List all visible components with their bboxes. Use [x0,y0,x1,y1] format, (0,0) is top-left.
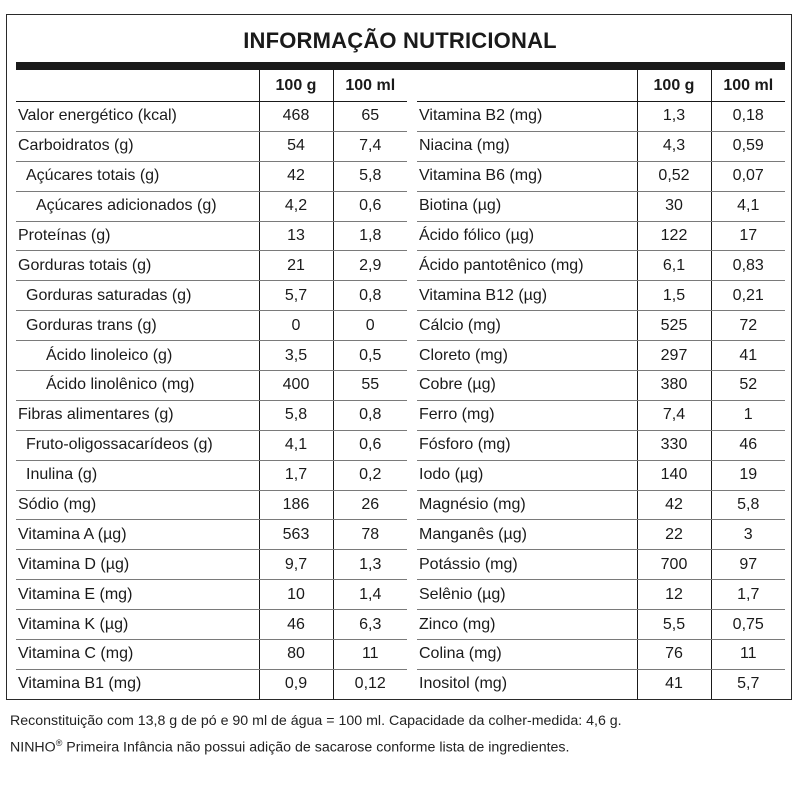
value-per-100g: 3,5 [259,341,333,371]
nutrient-label: Açúcares totais (g) [16,161,259,191]
nutrient-label: Cálcio (mg) [417,311,637,341]
column-header-row [16,70,407,102]
nutrient-label: Magnésio (mg) [417,490,637,520]
nutrient-row-left [16,400,407,430]
nutrient-label: Sódio (mg) [16,490,259,520]
nutrient-label: Fibras alimentares (g) [16,400,259,430]
value-per-100g: 563 [259,520,333,550]
value-per-100ml: 52 [711,371,785,401]
value-per-100g: 22 [637,520,711,550]
nutrient-row-left [16,371,407,401]
nutrient-row-left [16,281,407,311]
nutrient-row-left [16,191,407,221]
column-header-blank [417,70,637,102]
nutrient-label: Açúcares adicionados (g) [16,191,259,221]
value-per-100ml: 1 [711,400,785,430]
value-per-100ml: 1,3 [333,550,407,580]
nutrient-row-left [16,490,407,520]
nutrient-row-right [417,430,785,460]
value-per-100ml: 11 [333,640,407,670]
nutrient-row-left [16,251,407,281]
value-per-100ml: 0,2 [333,460,407,490]
value-per-100ml: 55 [333,371,407,401]
nutrient-label: Biotina (µg) [417,191,637,221]
value-per-100ml: 1,4 [333,580,407,610]
value-per-100ml: 4,1 [711,191,785,221]
value-per-100ml: 3 [711,520,785,550]
nutrient-label: Gorduras saturadas (g) [16,281,259,311]
value-per-100ml: 26 [333,490,407,520]
value-per-100ml: 5,8 [333,161,407,191]
footer-notes [10,710,622,759]
nutrient-label: Vitamina B6 (mg) [417,161,637,191]
value-per-100g: 380 [637,371,711,401]
column-header-100ml: 100 ml [333,70,407,102]
nutrient-row-right [417,161,785,191]
value-per-100g: 76 [637,640,711,670]
nutrient-row-right [417,281,785,311]
nutrient-label: Potássio (mg) [417,550,637,580]
value-per-100ml: 0,8 [333,400,407,430]
value-per-100g: 80 [259,640,333,670]
value-per-100g: 7,4 [637,400,711,430]
nutrient-label: Inositol (mg) [419,675,508,693]
nutrient-row-right [417,311,785,341]
nutrient-label: Vitamina C (mg) [16,640,259,670]
nutrient-label: Vitamina B2 (mg) [417,102,637,132]
nutrient-label: Cloreto (mg) [417,341,637,371]
value-per-100g: 468 [259,102,333,132]
value-per-100g: 0,9 [259,669,333,698]
nutrient-row-right [417,550,785,580]
nutrient-row-left [16,460,407,490]
value-per-100g: 700 [637,550,711,580]
value-per-100ml: 0,21 [711,281,785,311]
nutrient-row-right [417,102,785,132]
value-per-100g: 5,5 [637,610,711,640]
value-per-100g: 0,52 [637,161,711,191]
value-per-100g: 13 [259,221,333,251]
nutrient-row-left [16,520,407,550]
nutrient-label: Proteínas (g) [16,221,259,251]
value-per-100g: 140 [637,460,711,490]
nutrient-row-right [417,520,785,550]
value-per-100ml: 0,07 [711,161,785,191]
value-per-100ml: 0,12 [333,669,407,698]
value-per-100ml: 7,4 [333,131,407,161]
nutrient-row-left [16,610,407,640]
value-per-100g: 42 [637,490,711,520]
value-per-100ml: 0,83 [711,251,785,281]
value-per-100ml: 41 [711,341,785,371]
column-header-blank [16,70,259,102]
nutrient-label: Vitamina A (µg) [16,520,259,550]
nutrient-row-right [417,341,785,371]
nutrient-row-right [417,191,785,221]
nutrient-row-left [16,102,407,132]
nutrient-label: Ferro (mg) [417,400,637,430]
value-per-100g: 10 [259,580,333,610]
value-per-100g: 400 [259,371,333,401]
value-per-100g: 6,1 [637,251,711,281]
value-per-100g: 41 [637,669,711,698]
nutrient-row-left [16,640,407,670]
value-per-100g: 4,3 [637,131,711,161]
nutrient-label: Vitamina B1 (mg) [18,675,142,693]
nutrient-row-right [417,251,785,281]
nutrient-row-right [417,221,785,251]
value-per-100ml: 46 [711,430,785,460]
value-per-100g: 30 [637,191,711,221]
nutrient-row-right [417,490,785,520]
value-per-100ml: 6,3 [333,610,407,640]
nutrient-row-left [16,161,407,191]
value-per-100ml: 0,6 [333,430,407,460]
nutrient-label: Inulina (g) [16,460,259,490]
value-per-100ml: 97 [711,550,785,580]
nutrient-row-left [16,341,407,371]
nutrient-label: Fruto-oligossacarídeos (g) [16,430,259,460]
nutrient-label: Gorduras totais (g) [16,251,259,281]
nutrient-row-left [16,669,407,698]
nutrient-row-right [417,610,785,640]
value-per-100ml: 0,75 [711,610,785,640]
nutrient-row-left [16,580,407,610]
value-per-100ml: 0,6 [333,191,407,221]
value-per-100ml: 19 [711,460,785,490]
title-divider-bar [16,62,785,70]
nutrient-label: Cobre (µg) [417,371,637,401]
sucrose-note [10,732,622,759]
value-per-100ml: 65 [333,102,407,132]
nutrition-table-left [16,70,407,699]
nutrient-label: Selênio (µg) [417,580,637,610]
value-per-100g: 5,7 [259,281,333,311]
value-per-100ml: 0,8 [333,281,407,311]
nutrient-label: Vitamina B12 (µg) [417,281,637,311]
value-per-100g: 42 [259,161,333,191]
value-per-100ml: 0 [333,311,407,341]
nutrient-label: Fósforo (mg) [417,430,637,460]
value-per-100ml: 0,5 [333,341,407,371]
nutrient-label: Vitamina E (mg) [16,580,259,610]
value-per-100ml: 5,8 [711,490,785,520]
value-per-100g: 54 [259,131,333,161]
value-per-100g: 525 [637,311,711,341]
nutrient-row-left [16,311,407,341]
nutrient-label: Vitamina D (µg) [16,550,259,580]
column-header-100g: 100 g [259,70,333,102]
nutrient-row-right [417,371,785,401]
nutrient-row-left [16,430,407,460]
nutrient-row-left [16,221,407,251]
nutrient-row-right [417,640,785,670]
column-header-100ml: 100 ml [711,70,785,102]
value-per-100g: 297 [637,341,711,371]
value-per-100ml: 0,18 [711,102,785,132]
nutrition-table-right [417,70,785,699]
nutrient-label: Gorduras trans (g) [16,311,259,341]
value-per-100g: 1,3 [637,102,711,132]
value-per-100g: 1,7 [259,460,333,490]
column-header-row [417,70,785,102]
value-per-100ml: 1,8 [333,221,407,251]
value-per-100g: 186 [259,490,333,520]
nutrient-row-right [417,400,785,430]
brand-name: NINHO [10,739,56,756]
value-per-100g: 5,8 [259,400,333,430]
nutrient-row-right [417,131,785,161]
nutrient-label: Carboidratos (g) [16,131,259,161]
value-per-100g: 9,7 [259,550,333,580]
value-per-100g: 0 [259,311,333,341]
nutrient-label: Manganês (µg) [417,520,637,550]
value-per-100g: 4,2 [259,191,333,221]
nutrient-label: Ácido pantotênico (mg) [417,251,637,281]
nutrient-label: Niacina (mg) [417,131,637,161]
value-per-100ml: 1,7 [711,580,785,610]
nutrient-row-left [16,131,407,161]
nutrient-label: Ácido fólico (µg) [417,221,637,251]
value-per-100ml: 2,9 [333,251,407,281]
value-per-100ml: 72 [711,311,785,341]
value-per-100g: 46 [259,610,333,640]
nutrient-row-right [417,460,785,490]
sucrose-note-text: Primeira Infância não possui adição de sacarose conforme lista de ingredientes. [62,739,570,756]
value-per-100g: 1,5 [637,281,711,311]
value-per-100g: 4,1 [259,430,333,460]
nutrient-label: Vitamina K (µg) [16,610,259,640]
nutrient-row-left [16,550,407,580]
value-per-100ml: 11 [711,640,785,670]
value-per-100g: 122 [637,221,711,251]
nutrient-label: Iodo (µg) [417,460,637,490]
value-per-100ml: 5,7 [711,669,785,698]
table-title: INFORMAÇÃO NUTRICIONAL [243,28,557,53]
nutrient-label: Ácido linoleico (g) [16,341,259,371]
value-per-100ml: 0,59 [711,131,785,161]
value-per-100ml: 78 [333,520,407,550]
nutrient-row-right [417,580,785,610]
nutrient-label: Zinco (mg) [417,610,637,640]
registered-mark: ® [55,738,63,748]
nutrient-label: Valor energético (kcal) [16,102,259,132]
value-per-100g: 21 [259,251,333,281]
reconstitution-note: Reconstituição com 13,8 g de pó e 90 ml de água = 100 ml. Capacidade da colher-medida: 4,6 g. [10,713,622,729]
nutrient-label: Ácido linolênico (mg) [16,371,259,401]
value-per-100g: 12 [637,580,711,610]
value-per-100ml: 17 [711,221,785,251]
column-header-100g: 100 g [637,70,711,102]
nutrient-row-right [417,669,785,698]
value-per-100g: 330 [637,430,711,460]
nutrient-label: Colina (mg) [417,640,637,670]
